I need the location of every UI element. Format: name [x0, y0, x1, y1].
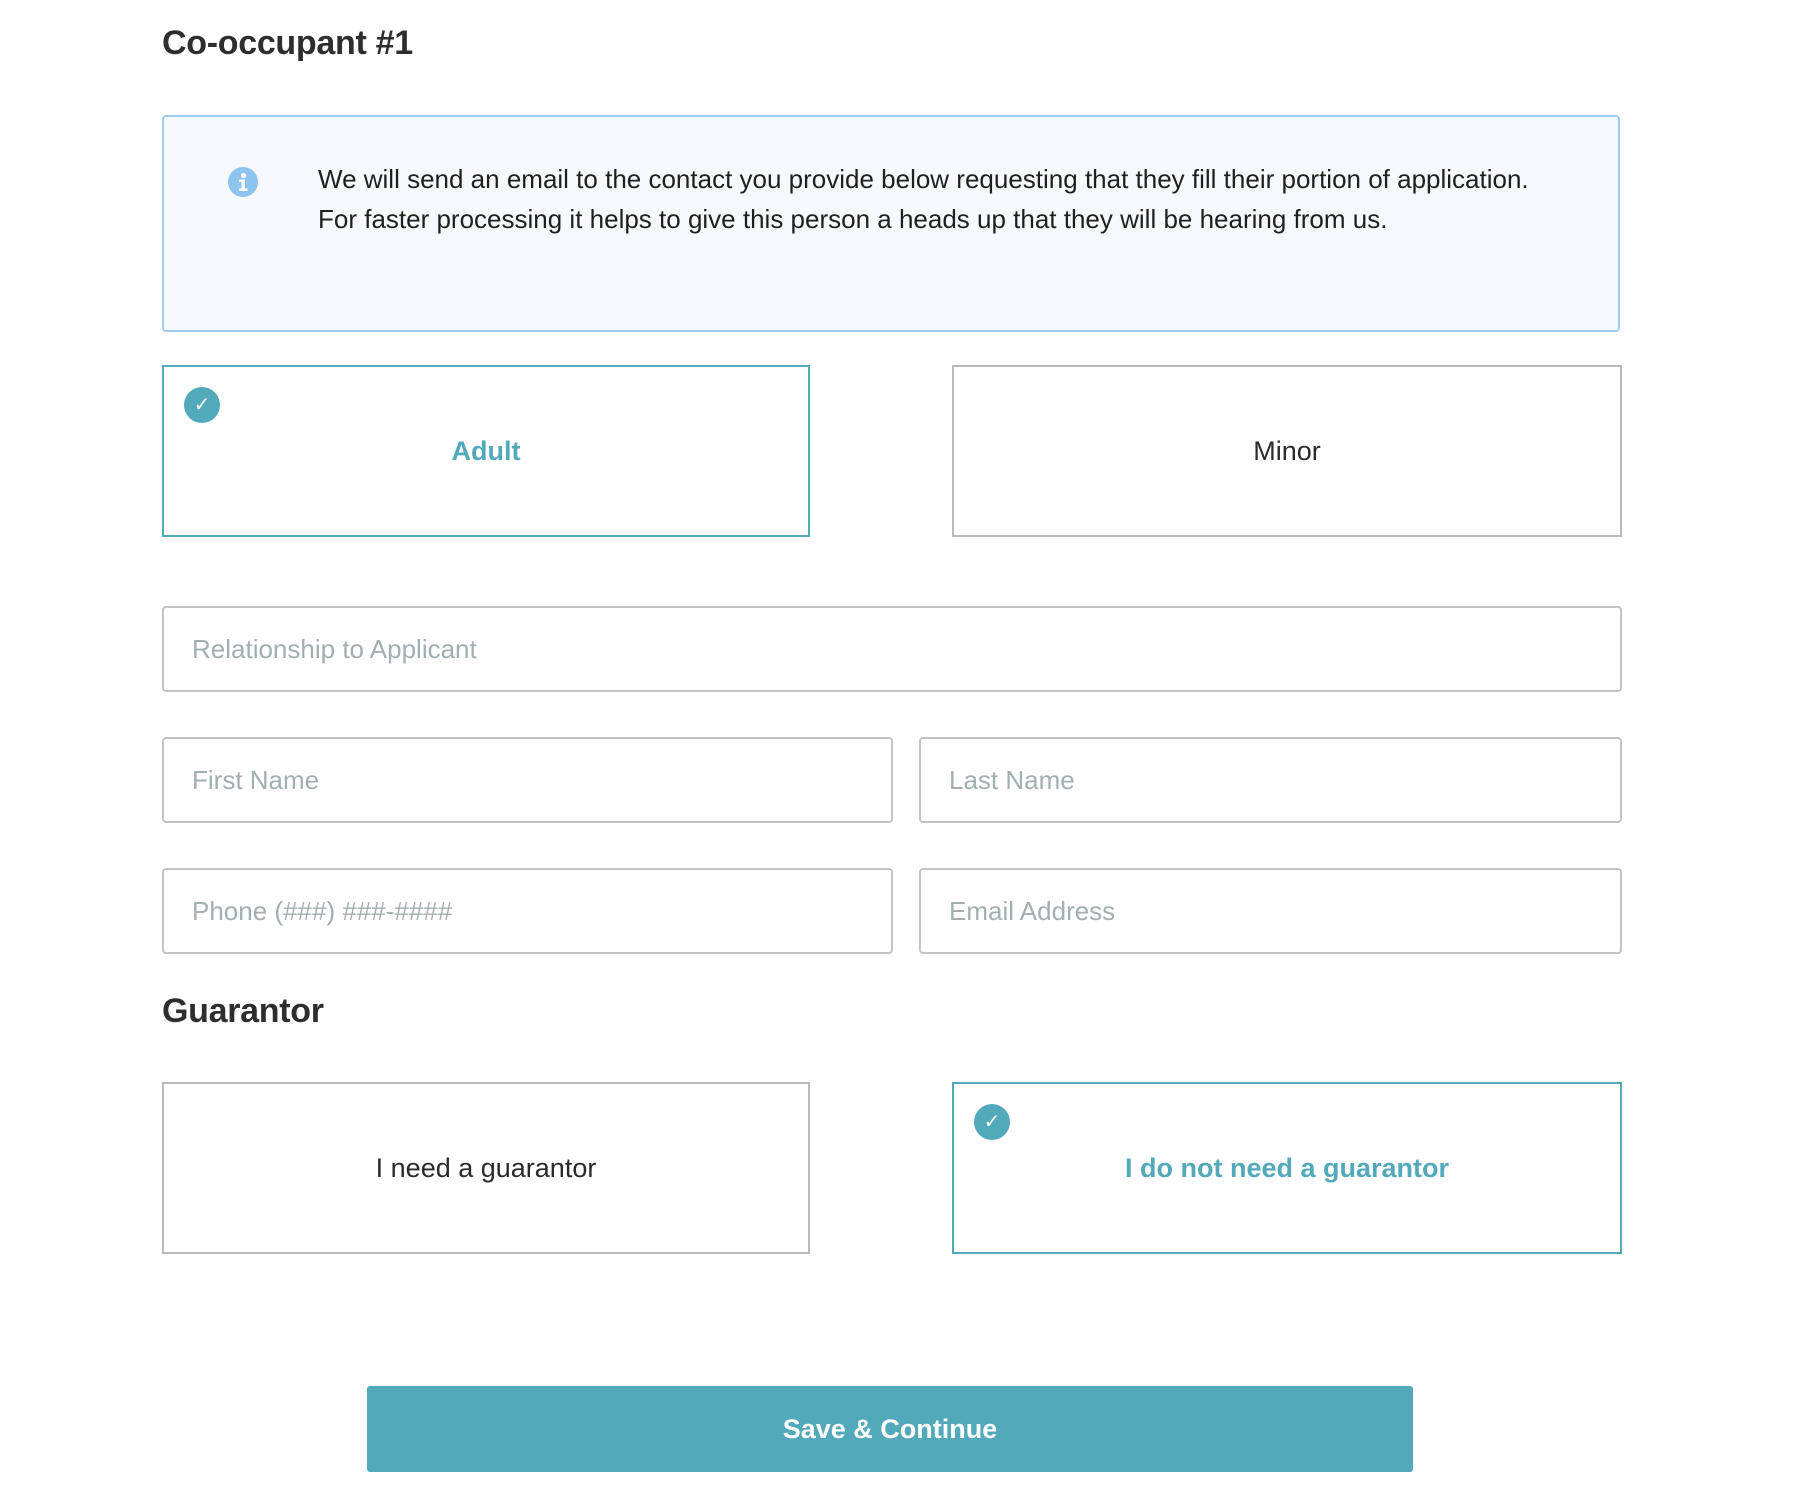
last-name-input[interactable] [919, 737, 1622, 823]
guarantor-title: Guarantor [162, 992, 324, 1030]
no-guarantor-option[interactable] [952, 1082, 1622, 1254]
email-input[interactable] [919, 868, 1622, 954]
minor-option-label: Minor [1253, 435, 1321, 466]
info-icon [228, 167, 258, 197]
check-icon: ✓ [184, 387, 220, 423]
info-notice [162, 115, 1620, 332]
adult-option[interactable] [162, 365, 810, 537]
relationship-input[interactable] [162, 606, 1622, 692]
need-guarantor-label: I need a guarantor [375, 1152, 597, 1183]
need-guarantor-option[interactable] [162, 1082, 810, 1254]
minor-option[interactable] [952, 365, 1622, 537]
first-name-input[interactable] [162, 737, 893, 823]
info-text: We will send an email to the contact you provide below requesting that they fill their portion of application. For faster processing it helps to give this person a heads up that they will be hearing from us. [318, 164, 1529, 234]
check-icon: ✓ [974, 1104, 1010, 1140]
no-guarantor-label: I do not need a guarantor [1124, 1152, 1449, 1183]
page-title: Co-occupant #1 [162, 24, 413, 62]
adult-option-label: Adult [451, 435, 521, 466]
save-continue-button[interactable]: Save & Continue [367, 1386, 1413, 1472]
phone-input[interactable] [162, 868, 893, 954]
